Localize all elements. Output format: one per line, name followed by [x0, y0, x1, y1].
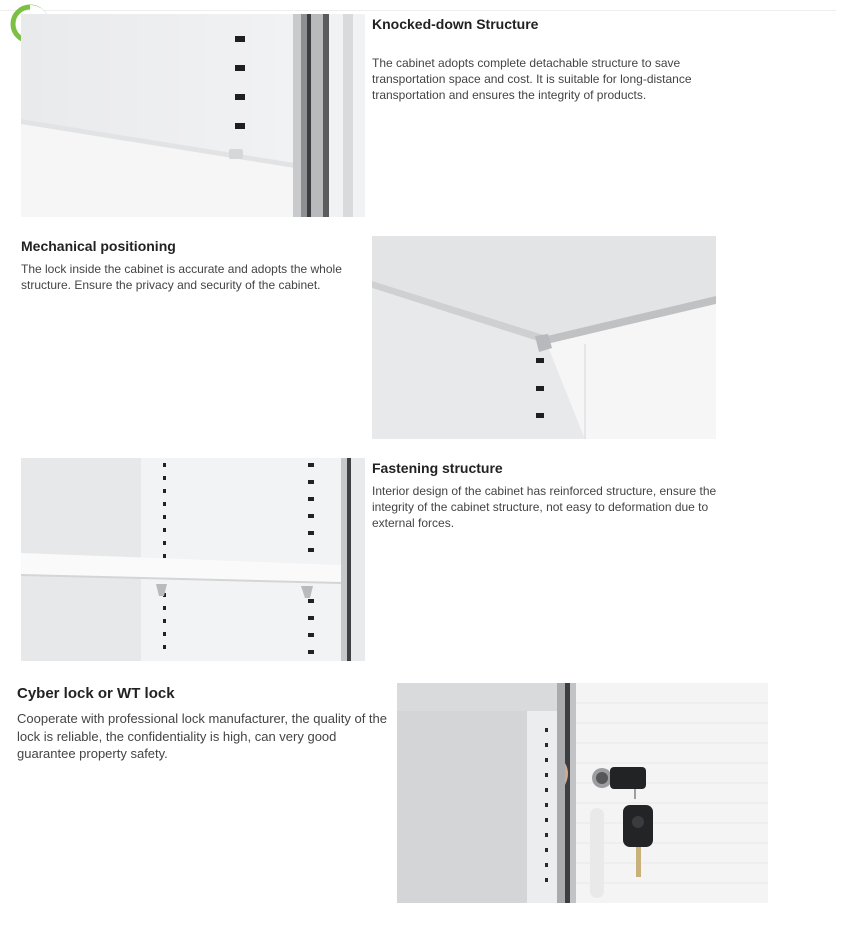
section-description: The cabinet adopts complete detachable structure to save transportation space and cost. It is suitable for long-distance transportation and ensures the integrity of products.	[372, 56, 692, 102]
section-title: Mechanical positioning	[21, 238, 176, 254]
cabinet-lock-with-key-photo	[397, 683, 768, 903]
cabinet-interior-door-edge-photo	[21, 14, 365, 217]
section-title: Fastening structure	[372, 460, 503, 476]
cabinet-top-corner-photo	[372, 236, 716, 439]
section-title: Knocked-down Structure	[372, 16, 539, 32]
section-description: The lock inside the cabinet is accurate and adopts the whole structure. Ensure the privacy and security of the cabinet.	[21, 262, 342, 292]
top-divider	[0, 10, 836, 11]
section-title: Cyber lock or WT lock	[17, 685, 175, 702]
section-description: Cooperate with professional lock manufacturer, the quality of the lock is reliable, the confidentiality is high, can very good guarantee property safety.	[17, 711, 387, 761]
section-description: Interior design of the cabinet has reinforced structure, ensure the integrity of the cabinet structure, not easy to deformation due to external forces.	[372, 484, 717, 530]
cabinet-shelf-supports-photo	[21, 458, 365, 661]
